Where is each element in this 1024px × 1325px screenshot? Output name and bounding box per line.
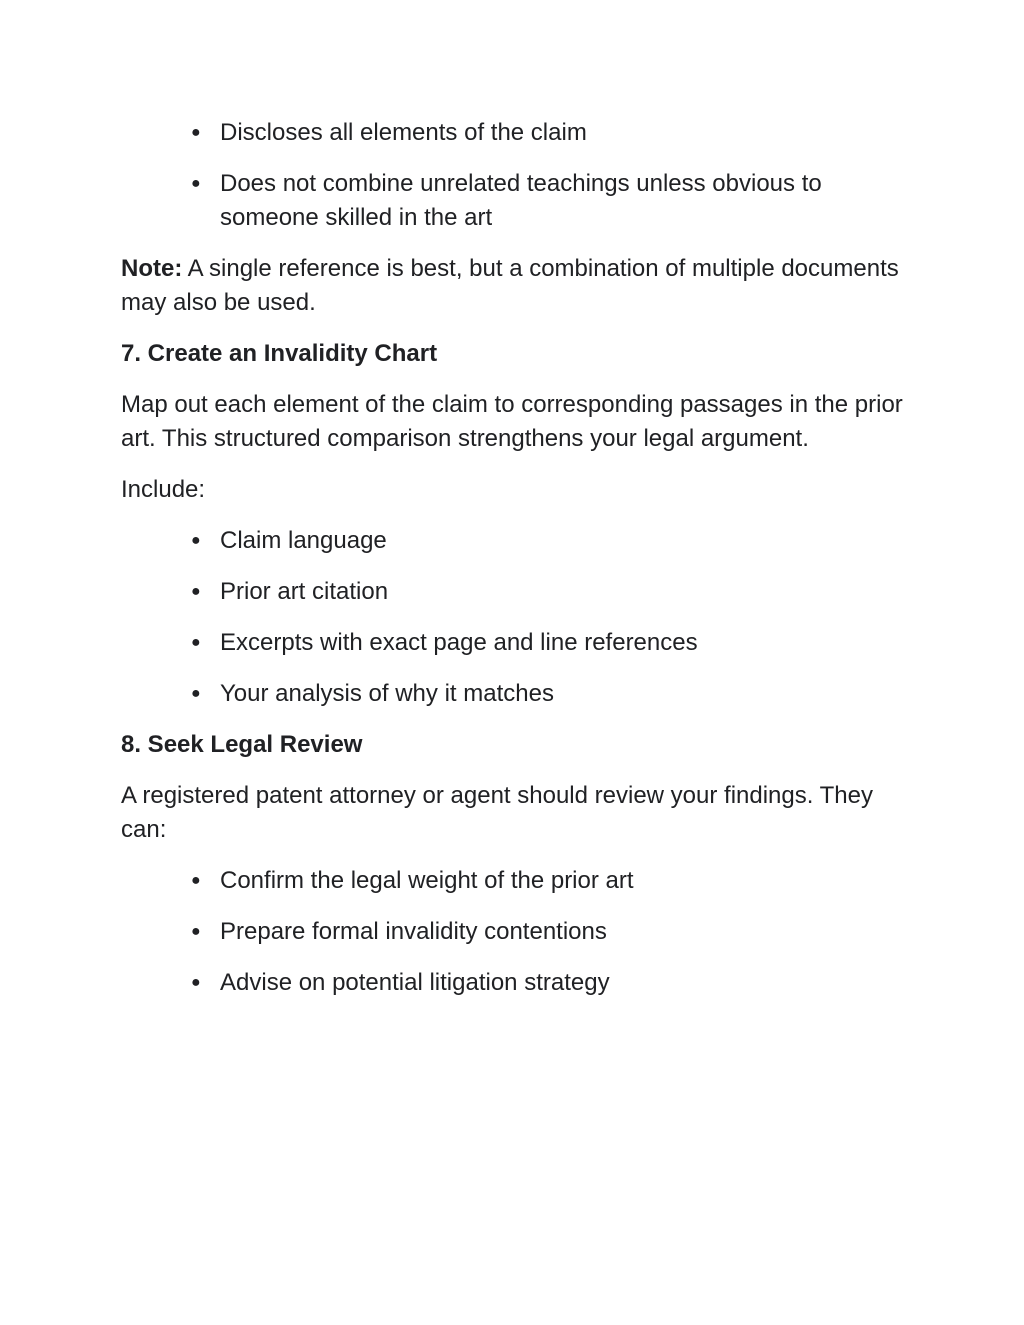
list-item: [191, 167, 921, 235]
list-item-text: Claim language: [220, 527, 387, 554]
list-item-text: Excerpts with exact page and line references: [220, 629, 698, 656]
bullet-icon: ●: [191, 583, 201, 600]
list-item-text: Discloses all elements of the claim: [220, 119, 587, 146]
section-8-paragraph: A registered patent attorney or agent should review your findings. They can:: [121, 782, 874, 843]
invalidity-chart-items-list: [121, 524, 921, 711]
list-item-text: Does not combine unrelated teachings unless obvious to someone skilled in the art: [220, 170, 822, 231]
list-item: [191, 575, 921, 609]
section-7-heading: 7. Create an Invalidity Chart: [121, 340, 438, 367]
bullet-icon: ●: [191, 175, 201, 192]
anticipation-criteria-list: [121, 116, 921, 235]
list-item: [191, 116, 921, 150]
bullet-icon: ●: [191, 872, 201, 889]
note-paragraph: [121, 252, 921, 320]
document-content: [121, 116, 921, 1017]
section-7-paragraph: Map out each element of the claim to corresponding passages in the prior art. This structured comparison strengthens your legal argument.: [121, 391, 903, 452]
bullet-icon: ●: [191, 634, 201, 651]
list-item: [191, 626, 921, 660]
list-item-text: Prior art citation: [220, 578, 389, 605]
list-item: [191, 677, 921, 711]
bullet-icon: ●: [191, 685, 201, 702]
list-item-text: Advise on potential litigation strategy: [220, 969, 610, 996]
bullet-icon: ●: [191, 124, 201, 141]
list-item: [191, 524, 921, 558]
list-item-text: Your analysis of why it matches: [220, 680, 554, 707]
legal-review-items-list: [121, 864, 921, 1000]
list-item-text: Confirm the legal weight of the prior art: [220, 867, 634, 894]
bullet-icon: ●: [191, 974, 201, 991]
section-8-heading: 8. Seek Legal Review: [121, 731, 363, 758]
list-item-text: Prepare formal invalidity contentions: [220, 918, 607, 945]
bullet-icon: ●: [191, 532, 201, 549]
note-text: A single reference is best, but a combination of multiple documents may also be used.: [121, 255, 899, 316]
note-label: Note:: [121, 255, 183, 282]
list-item: [191, 966, 921, 1000]
list-item: [191, 864, 921, 898]
bullet-icon: ●: [191, 923, 201, 940]
include-label: Include:: [121, 476, 206, 503]
list-item: [191, 915, 921, 949]
